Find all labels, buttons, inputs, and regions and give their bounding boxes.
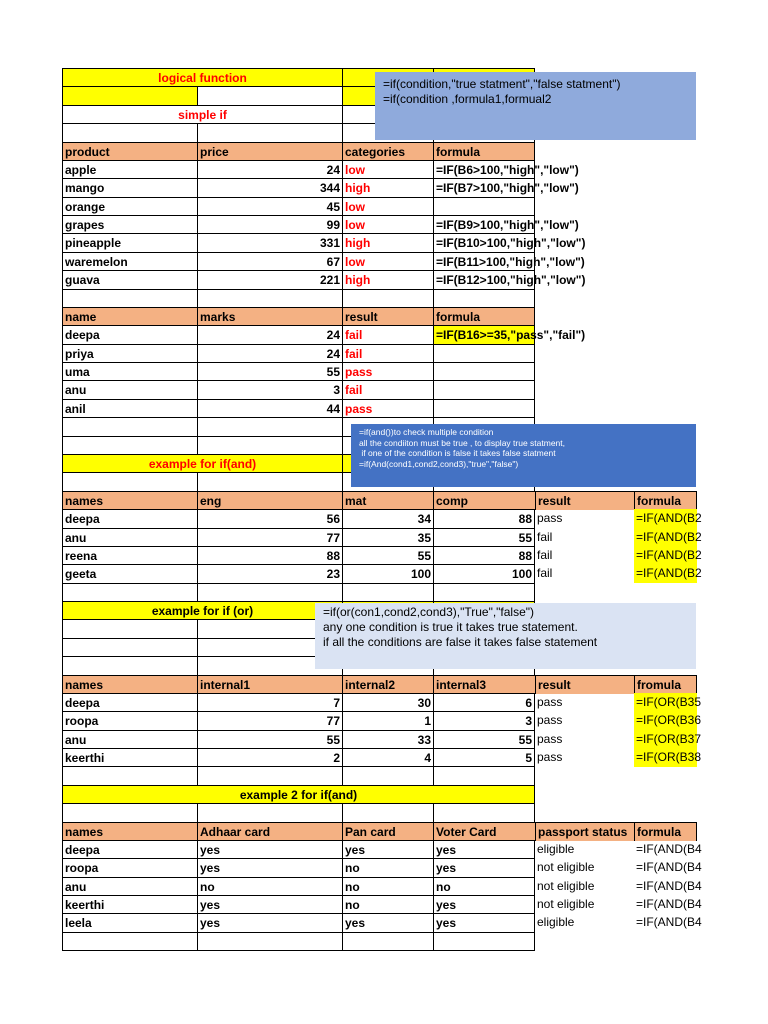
empty-cell[interactable]: [197, 417, 342, 436]
section-title-logical-function[interactable]: logical function: [62, 68, 342, 87]
column-header[interactable]: internal3: [433, 675, 535, 694]
value-cell[interactable]: 33: [342, 730, 433, 749]
name-cell[interactable]: anu: [62, 528, 197, 547]
product-cell[interactable]: grapes: [62, 215, 197, 234]
column-header[interactable]: result: [342, 307, 433, 326]
result-cell[interactable]: eligible: [537, 841, 575, 856]
column-header[interactable]: product: [62, 142, 197, 161]
category-cell[interactable]: low: [342, 197, 433, 216]
empty-cell[interactable]: [62, 86, 197, 105]
value-cell[interactable]: no: [433, 877, 535, 896]
formula-cell[interactable]: =IF(B16>=35,"pass","fail"): [433, 325, 535, 344]
empty-cell[interactable]: [342, 766, 433, 785]
result-cell[interactable]: not eligible: [537, 860, 595, 875]
value-cell[interactable]: 88: [433, 509, 535, 528]
category-cell[interactable]: high: [342, 178, 433, 197]
empty-cell[interactable]: [197, 472, 342, 491]
empty-cell[interactable]: [433, 766, 535, 785]
price-cell[interactable]: 221: [197, 270, 342, 289]
column-header[interactable]: name: [62, 307, 197, 326]
name-cell[interactable]: anu: [62, 730, 197, 749]
formula-cell[interactable]: [433, 197, 535, 216]
column-header[interactable]: comp: [433, 491, 535, 510]
formula-cell[interactable]: =IF(AND(B4: [636, 841, 702, 856]
value-cell[interactable]: 77: [197, 528, 342, 547]
value-cell[interactable]: 100: [342, 564, 433, 583]
empty-cell[interactable]: [62, 436, 197, 455]
price-cell[interactable]: 344: [197, 178, 342, 197]
price-cell[interactable]: 331: [197, 233, 342, 252]
formula-cell[interactable]: =IF(OR(B38: [634, 748, 697, 767]
column-header[interactable]: names: [62, 822, 197, 841]
empty-cell[interactable]: [433, 803, 535, 822]
empty-cell[interactable]: [62, 472, 197, 491]
empty-cell[interactable]: [62, 656, 197, 675]
value-cell[interactable]: yes: [433, 895, 535, 914]
empty-cell[interactable]: [342, 289, 433, 308]
name-cell[interactable]: anu: [62, 380, 197, 399]
formula-cell[interactable]: =IF(AND(B2: [634, 509, 697, 528]
formula-cell[interactable]: =IF(AND(B4: [636, 860, 702, 875]
column-header[interactable]: formula: [433, 307, 535, 326]
price-cell[interactable]: 24: [197, 160, 342, 179]
value-cell[interactable]: yes: [433, 913, 535, 932]
value-cell[interactable]: 5: [433, 748, 535, 767]
section-subtitle-simple-if[interactable]: simple if: [62, 105, 342, 124]
value-cell[interactable]: no: [197, 877, 342, 896]
section-title-if-or[interactable]: example for if (or): [62, 601, 342, 620]
product-cell[interactable]: orange: [62, 197, 197, 216]
value-cell[interactable]: 7: [197, 693, 342, 712]
column-header[interactable]: Adhaar card: [197, 822, 342, 841]
empty-cell[interactable]: [62, 123, 197, 142]
value-cell[interactable]: yes: [342, 840, 433, 859]
price-cell[interactable]: 99: [197, 215, 342, 234]
name-cell[interactable]: deepa: [62, 509, 197, 528]
empty-cell[interactable]: [62, 583, 197, 602]
empty-cell[interactable]: [197, 803, 342, 822]
value-cell[interactable]: yes: [197, 840, 342, 859]
column-header[interactable]: names: [62, 491, 197, 510]
empty-cell[interactable]: [62, 619, 197, 638]
empty-cell[interactable]: [62, 638, 197, 657]
column-header[interactable]: passport status: [535, 822, 634, 841]
marks-cell[interactable]: 24: [197, 325, 342, 344]
empty-cell[interactable]: [62, 417, 197, 436]
name-cell[interactable]: priya: [62, 344, 197, 363]
category-cell[interactable]: low: [342, 215, 433, 234]
name-cell[interactable]: anil: [62, 399, 197, 418]
name-cell[interactable]: deepa: [62, 325, 197, 344]
section-title-if-and[interactable]: example for if(and): [62, 454, 342, 473]
name-cell[interactable]: roopa: [62, 858, 197, 877]
value-cell[interactable]: 55: [433, 730, 535, 749]
result-cell[interactable]: pass: [537, 694, 563, 709]
marks-cell[interactable]: 24: [197, 344, 342, 363]
price-cell[interactable]: 67: [197, 252, 342, 271]
value-cell[interactable]: 56: [197, 509, 342, 528]
value-cell[interactable]: 34: [342, 509, 433, 528]
if-and-note: =if(and())to check multiple condition all the condiiton must be true , to display true statment, if one of the condition is false it takes false statment =if(And(cond1,cond2,cond3),"true","false"): [351, 424, 696, 487]
formula-cell[interactable]: [433, 344, 535, 363]
column-header[interactable]: price: [197, 142, 342, 161]
value-cell[interactable]: 77: [197, 711, 342, 730]
formula-cell[interactable]: =IF(OR(B37: [634, 730, 697, 749]
formula-cell[interactable]: [433, 399, 535, 418]
result-cell[interactable]: fail: [537, 547, 553, 562]
value-cell[interactable]: yes: [197, 895, 342, 914]
value-cell[interactable]: 3: [433, 711, 535, 730]
value-cell[interactable]: 4: [342, 748, 433, 767]
marks-cell[interactable]: 44: [197, 399, 342, 418]
value-cell[interactable]: 55: [433, 528, 535, 547]
column-header[interactable]: eng: [197, 491, 342, 510]
name-cell[interactable]: deepa: [62, 693, 197, 712]
value-cell[interactable]: 35: [342, 528, 433, 547]
name-cell[interactable]: keerthi: [62, 748, 197, 767]
if-syntax-note: =if(condition,"true statment","false statment") =if(condition ,formula1,formual2: [375, 72, 696, 140]
formula-cell[interactable]: =IF(B9>100,"high","low"): [433, 215, 535, 234]
category-cell[interactable]: low: [342, 252, 433, 271]
column-header[interactable]: Voter Card: [433, 822, 535, 841]
formula-cell[interactable]: =IF(AND(B4: [636, 897, 702, 912]
empty-cell[interactable]: [197, 583, 342, 602]
column-header[interactable]: formula: [634, 491, 697, 510]
value-cell[interactable]: 55: [197, 730, 342, 749]
value-cell[interactable]: 88: [197, 546, 342, 565]
value-cell[interactable]: 6: [433, 693, 535, 712]
formula-cell[interactable]: =IF(B12>100,"high","low"): [433, 270, 535, 289]
category-cell[interactable]: high: [342, 233, 433, 252]
product-cell[interactable]: waremelon: [62, 252, 197, 271]
value-cell[interactable]: 100: [433, 564, 535, 583]
result-cell[interactable]: fail: [342, 344, 433, 363]
product-cell[interactable]: mango: [62, 178, 197, 197]
result-cell[interactable]: pass: [537, 731, 563, 746]
formula-cell[interactable]: =IF(OR(B36: [634, 711, 697, 730]
formula-cell[interactable]: [433, 362, 535, 381]
formula-cell[interactable]: =IF(AND(B4: [636, 915, 702, 930]
empty-cell[interactable]: [197, 932, 342, 951]
name-cell[interactable]: geeta: [62, 564, 197, 583]
result-cell[interactable]: not eligible: [537, 897, 595, 912]
result-cell[interactable]: fail: [342, 380, 433, 399]
empty-cell[interactable]: [342, 803, 433, 822]
empty-cell[interactable]: [197, 86, 342, 105]
product-cell[interactable]: guava: [62, 270, 197, 289]
result-cell[interactable]: pass: [537, 713, 563, 728]
empty-cell[interactable]: [433, 932, 535, 951]
result-cell[interactable]: fail: [537, 529, 553, 544]
empty-cell[interactable]: [62, 289, 197, 308]
name-cell[interactable]: uma: [62, 362, 197, 381]
empty-cell[interactable]: [62, 803, 197, 822]
empty-cell[interactable]: [433, 289, 535, 308]
result-cell[interactable]: not eligible: [537, 878, 595, 893]
column-header[interactable]: categories: [342, 142, 433, 161]
column-header[interactable]: marks: [197, 307, 342, 326]
formula-cell[interactable]: =IF(B11>100,"high","low"): [433, 252, 535, 271]
name-cell[interactable]: deepa: [62, 840, 197, 859]
value-cell[interactable]: yes: [433, 840, 535, 859]
empty-cell[interactable]: [197, 766, 342, 785]
name-cell[interactable]: anu: [62, 877, 197, 896]
column-header[interactable]: names: [62, 675, 197, 694]
empty-cell[interactable]: [342, 583, 433, 602]
marks-cell[interactable]: 55: [197, 362, 342, 381]
price-cell[interactable]: 45: [197, 197, 342, 216]
column-header[interactable]: formula: [634, 822, 697, 841]
category-cell[interactable]: high: [342, 270, 433, 289]
formula-cell[interactable]: =IF(AND(B2: [634, 546, 697, 565]
result-cell[interactable]: pass: [537, 511, 563, 526]
formula-cell[interactable]: =IF(B10>100,"high","low"): [433, 233, 535, 252]
value-cell[interactable]: 30: [342, 693, 433, 712]
value-cell[interactable]: 55: [342, 546, 433, 565]
marks-cell[interactable]: 3: [197, 380, 342, 399]
column-header[interactable]: Pan card: [342, 822, 433, 841]
result-cell[interactable]: fail: [537, 566, 553, 581]
value-cell[interactable]: yes: [197, 913, 342, 932]
value-cell[interactable]: yes: [197, 858, 342, 877]
category-cell[interactable]: low: [342, 160, 433, 179]
column-header[interactable]: result: [535, 675, 634, 694]
value-cell[interactable]: 23: [197, 564, 342, 583]
column-header[interactable]: internal2: [342, 675, 433, 694]
empty-cell[interactable]: [342, 932, 433, 951]
result-cell[interactable]: fail: [342, 325, 433, 344]
empty-cell[interactable]: [62, 766, 197, 785]
formula-cell[interactable]: =IF(B7>100,"high","low"): [433, 178, 535, 197]
value-cell[interactable]: 2: [197, 748, 342, 767]
result-cell[interactable]: pass: [342, 362, 433, 381]
empty-cell[interactable]: [197, 436, 342, 455]
name-cell[interactable]: leela: [62, 913, 197, 932]
value-cell[interactable]: 88: [433, 546, 535, 565]
value-cell[interactable]: no: [342, 877, 433, 896]
column-header[interactable]: result: [535, 491, 634, 510]
formula-cell[interactable]: =IF(AND(B2: [634, 564, 697, 583]
value-cell[interactable]: no: [342, 858, 433, 877]
result-cell[interactable]: eligible: [537, 915, 575, 930]
value-cell[interactable]: yes: [433, 858, 535, 877]
empty-cell[interactable]: [433, 583, 535, 602]
formula-cell[interactable]: [433, 380, 535, 399]
value-cell[interactable]: yes: [342, 913, 433, 932]
result-cell[interactable]: pass: [537, 750, 563, 765]
product-cell[interactable]: apple: [62, 160, 197, 179]
result-cell[interactable]: pass: [342, 399, 433, 418]
product-cell[interactable]: pineapple: [62, 233, 197, 252]
column-header[interactable]: formula: [433, 142, 535, 161]
formula-cell[interactable]: =IF(AND(B2: [634, 528, 697, 547]
empty-cell[interactable]: [62, 932, 197, 951]
name-cell[interactable]: roopa: [62, 711, 197, 730]
empty-cell[interactable]: [197, 289, 342, 308]
column-header[interactable]: internal1: [197, 675, 342, 694]
value-cell[interactable]: no: [342, 895, 433, 914]
column-header[interactable]: fromula: [634, 675, 697, 694]
empty-cell[interactable]: [197, 123, 342, 142]
value-cell[interactable]: 1: [342, 711, 433, 730]
formula-cell[interactable]: =IF(OR(B35: [634, 693, 697, 712]
name-cell[interactable]: reena: [62, 546, 197, 565]
column-header[interactable]: mat: [342, 491, 433, 510]
if-or-note: =if(or(con1,cond2,cond3),"True","false") any one condition is true it takes true statement. if all the conditions are false it takes false statement: [315, 603, 696, 669]
formula-cell[interactable]: =IF(B6>100,"high","low"): [433, 160, 535, 179]
formula-cell[interactable]: =IF(AND(B4: [636, 878, 702, 893]
name-cell[interactable]: keerthi: [62, 895, 197, 914]
section-title-if-and-2[interactable]: example 2 for if(and): [62, 785, 535, 804]
